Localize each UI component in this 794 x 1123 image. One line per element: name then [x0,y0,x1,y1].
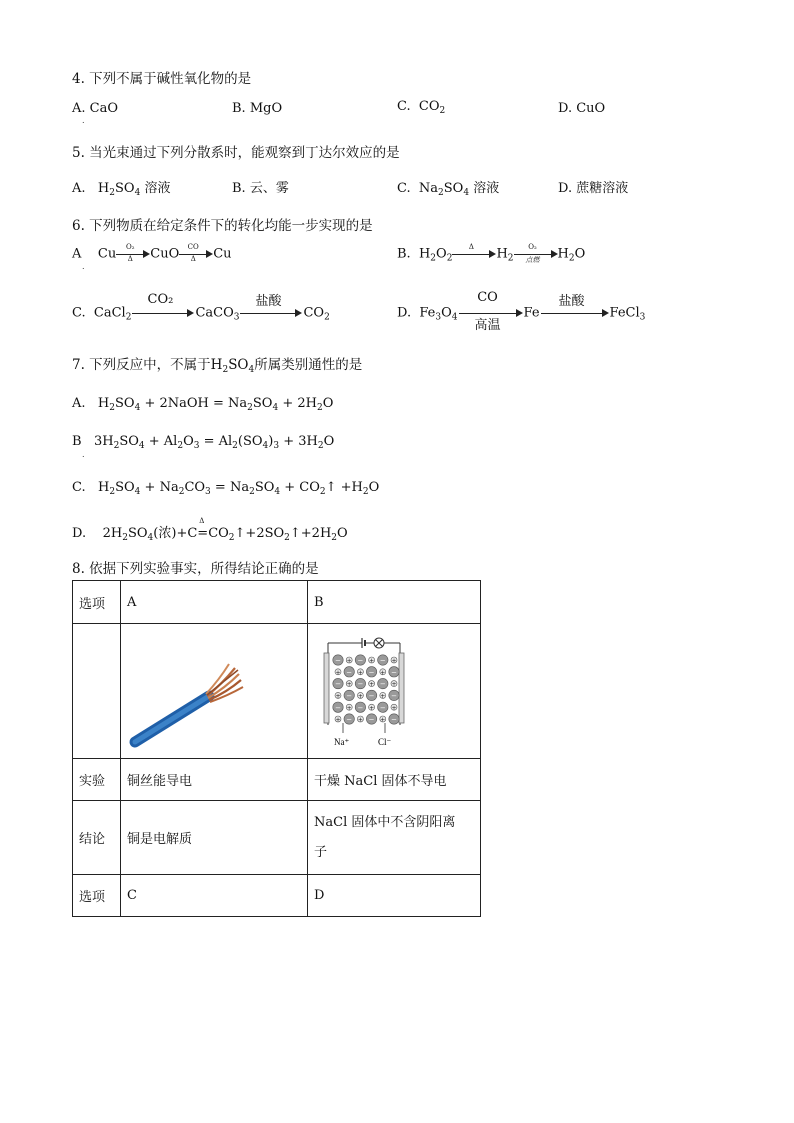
q6-a-arrow2: $\frac{CO}{\Delta}$ [179,246,213,262]
cl-ion-sign: − [335,656,341,665]
q6-a-arrow1: $\frac{\text{O₂}}{\Delta}$ [116,246,150,262]
table-cell: 铜丝能导电 [121,759,308,801]
cl-ion-sign: − [335,703,341,712]
table-row [73,581,481,624]
q6-a-label: A [72,246,82,262]
q4-option-c [397,99,445,114]
cl-ion-sign: − [391,668,397,677]
table-cell [73,624,121,759]
na-ion-sign: + [335,669,341,677]
na-ion-sign: + [380,669,386,677]
nacl-crystal-diagram [314,625,474,753]
cl-ion-sign: − [357,703,364,712]
table-cell: 选项 [73,581,121,624]
q4-c-formula: CO [418,99,440,114]
na-ion-sign: + [357,693,363,700]
q7-option-b: B $3H_2SO_4 + Al_2O_3 = Al_2(SO_4)_3 + 3H_2O$ [72,434,335,451]
table-cell: 实验 [73,759,121,801]
na-ion-sign: + [380,716,386,724]
q6-option-d: D. $Fe_3O_4$ CO 高温 Fe 盐酸 FeCl$_3$ [397,290,646,333]
cl-ion-sign: − [379,703,386,712]
cl-ion-sign: − [368,668,375,677]
q6-option-b: B. $H_2O_2$ Δ $H_2$ O₂ 点燃 $H_2O$ [397,243,586,264]
q5-a-text: 溶液 [144,181,171,196]
table-cell [121,624,308,759]
q6-c-label: C. [72,305,86,321]
q8-title: 8. 依据下列实验事实，所得结论正确的是 [72,561,319,577]
table-cell: A [121,581,308,624]
table-row [73,801,481,875]
na-ion-sign: + [391,681,397,689]
q7-option-a: A. $H_2SO_4$ + 2NaOH = $Na_2SO_4 + 2H_2O$ [72,396,334,413]
q5-option-c: C. $Na_2SO_4$ 溶液 [397,181,500,198]
cl-ion-sign: − [357,656,364,665]
q5-option-d: D. 蔗糖溶液 [558,181,629,196]
q6-b-arrow2: O₂ 点燃 [514,246,558,262]
na-ion-sign: + [369,704,375,712]
q6-c-arrow2: 盐酸 [240,302,302,324]
cl-ion-sign: − [368,715,375,724]
cl-ion-sign: − [346,692,353,700]
q5-c-text: 溶液 [473,181,500,196]
q7-dot: . [82,450,85,459]
q5-a-label: A. [72,181,86,196]
cl-ion-sign: − [357,680,364,689]
table-cell [308,624,481,759]
na-ion-sign: + [346,657,352,665]
na-ion-sign: + [346,681,352,689]
q4-option-b: B. MgO [232,101,283,116]
na-ion-sign: + [391,657,397,665]
table-cell: C [121,875,308,917]
cl-ion-sign: − [391,692,397,700]
q4-dot: . [82,116,85,125]
q7-option-c: C. $H_2SO_4 + Na_2CO_3 = Na_2SO_4$ + $CO_2↑ +H_2O$ [72,480,380,497]
table-row [73,759,481,801]
table-cell: 结论 [73,801,121,875]
q6-b-arrow1: Δ [452,246,496,262]
cl-ion-sign: − [335,680,341,689]
q6-b-label: B. [397,246,411,262]
q4-title: 4. 下列不属于碱性氧化物的是 [72,71,252,87]
q8-table [72,580,481,917]
cl-ion-sign: − [346,668,353,677]
q4-option-d: D. CuO [558,101,606,116]
table-cell: B [308,581,481,624]
table-cell: 干燥 NaCl 固体不导电 [308,759,481,801]
table-cell: NaCl 固体中不含阴阳离 子 [308,801,481,875]
cl-ion-sign: − [346,715,353,724]
cl-ion-sign: − [379,680,386,689]
na-ion-sign: + [346,704,352,712]
q6-dot: . [82,262,85,271]
q4-c-sub: 2 [439,106,446,116]
table-cell: 铜是电解质 [121,801,308,875]
q6-d-label: D. [397,305,412,321]
q6-title: 6. 下列物质在给定条件下的转化均能一步实现的是 [72,218,373,234]
table-row [73,875,481,917]
copper-wire-image [127,624,297,754]
q4-option-a: A. CaO [72,101,119,116]
cl-ion-sign: − [391,715,397,724]
table-cell: 选项 [73,875,121,917]
q5-title: 5. 当光束通过下列分散系时，能观察到丁达尔效应的是 [72,145,400,161]
na-ion-sign: + [335,693,341,700]
q7-option-d: D. $2H_2SO_4$(浓)+C Δ $=CO_2↑+2SO_2↑+2H_2O$ [72,517,348,543]
q4-c-label: C. [397,99,411,114]
q7-d-heat: Δ [199,517,205,525]
q6-option-a: A Cu $\frac{\text{O₂}}{\Delta}$ CuO $\frac{CO}{\Delta}$ Cu [72,243,232,263]
q5-option-b: B. 云、雾 [232,181,289,196]
na-ion-sign: + [391,704,397,712]
q5-option-a: A. $H_2SO_4$ 溶液 [72,181,171,198]
table-cell: D [308,875,481,917]
table-row [73,624,481,759]
na-ion-sign: + [335,716,341,724]
cl-ion-sign: − [379,656,386,665]
na-ion-sign: + [380,693,386,700]
q7-title: 7. 下列反应中，不属于$H_2SO_4$所属类别通性的是 [72,357,363,375]
na-ion-sign: + [357,716,363,724]
na-ion-sign: + [369,657,375,665]
cl-ion-label: Cl⁻ [378,737,392,747]
cl-ion-sign: − [368,692,375,700]
na-ion-sign: + [369,681,375,689]
q6-c-arrow1: CO₂ [132,302,194,324]
na-ion-label: Na⁺ [334,737,350,747]
q6-d-arrow1: CO 高温 [459,302,523,324]
q6-d-arrow2: 盐酸 [541,302,609,324]
q5-c-label: C. [397,181,411,196]
q6-option-c: C. CaCl$_2$ CO₂ CaCO$_3$ 盐酸 $CO_2$ [72,292,330,323]
na-ion-sign: + [357,669,363,677]
